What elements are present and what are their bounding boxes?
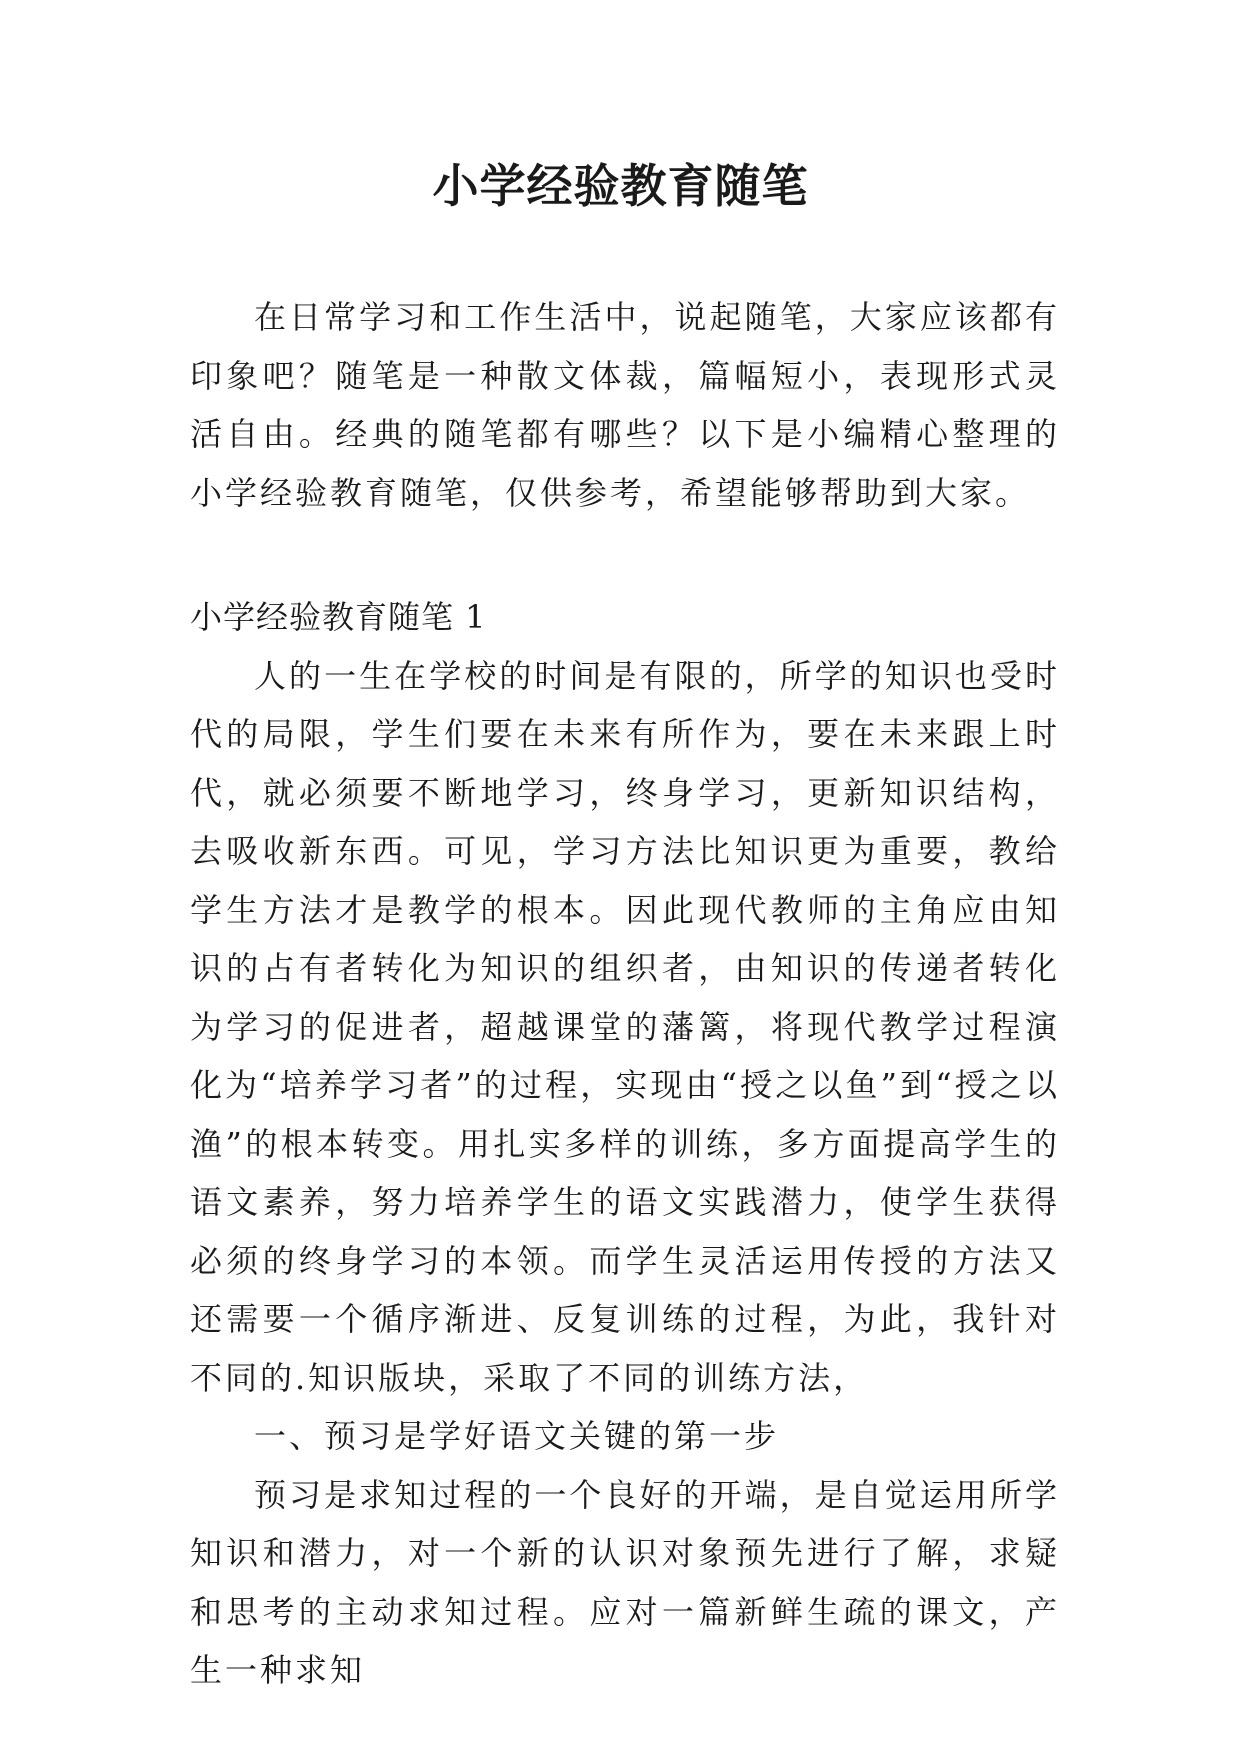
body-paragraph: 人的一生在学校的时间是有限的，所学的知识也受时代的局限，学生们要在未来有所作为，要在未来跟上时代，就必须要不断地学习，终身学习，更新知识结构，去吸收新东西。可见，学习方法比知识更为重要，教给学生方法才是教学的根本。因此现代教师的主角应由知识的占有者转化为知识的组织者，由知识的传递者转化为学习的促进者，超越课堂的藩篱，将现代教学过程演化为“培养学习者”的过程，实现由“授之以鱼”到“授之以渔”的根本转变。用扎实多样的训练，多方面提高学生的语文素养，努力培养学生的语文实践潜力，使学生获得必须的终身学习的本领。而学生灵活运用传授的方法又还需要一个循序渐进、反复训练的过程，为此，我针对不同的.知识版块，采取了不同的训练方法， xyxy=(190,656,1060,1397)
intro-paragraph: 在日常学习和工作生活中，说起随笔，大家应该都有印象吧？随笔是一种散文体裁，篇幅短小，表现形式灵活自由。经典的随笔都有哪些？以下是小编精心整理的小学经验教育随笔，仅供参考，希望能够帮助到大家。 xyxy=(190,298,1060,512)
document-title: 小学经验教育随笔 xyxy=(432,159,809,213)
body-paragraph: 预习是求知过程的一个良好的开端，是自觉运用所学知识和潜力，对一个新的认识对象预先进行了解，求疑和思考的主动求知过程。应对一篇新鲜生疏的课文，产生一种求知 xyxy=(190,1475,1060,1689)
section-heading: 小学经验教育随笔 1 xyxy=(190,598,487,636)
document-body xyxy=(190,288,1060,1700)
section-gap xyxy=(190,522,1060,588)
subheading: 一、预习是学好语文关键的第一步 xyxy=(254,1417,780,1455)
